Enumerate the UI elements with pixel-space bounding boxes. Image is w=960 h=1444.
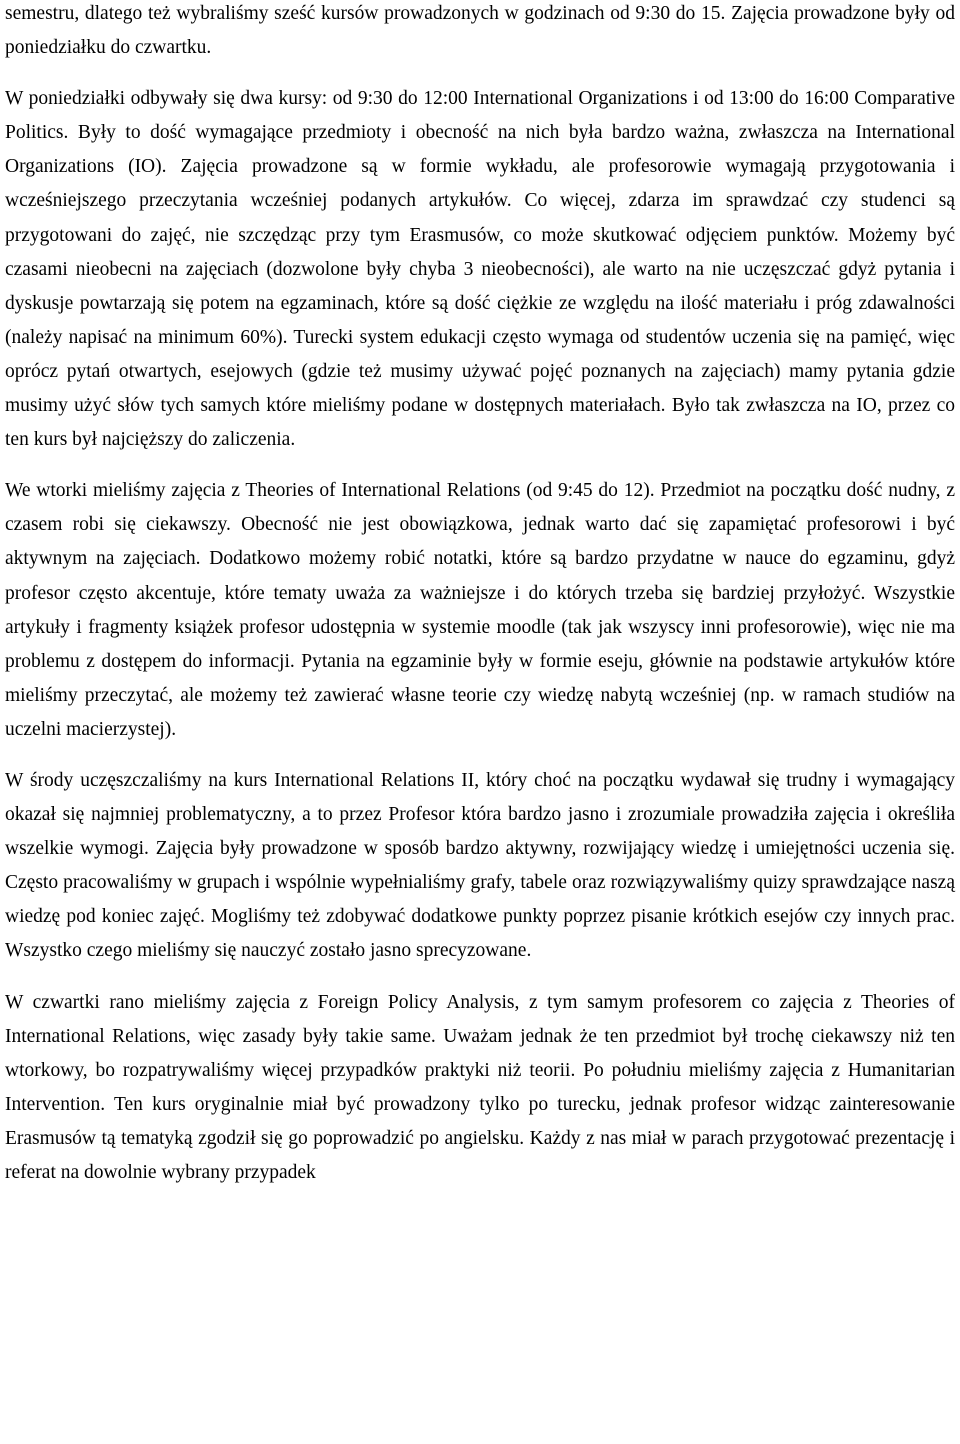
paragraph-mondays: W poniedziałki odbywały się dwa kursy: od 9:30 do 12:00 International Organizations i od 13:00 do 16:00 Comparative Politics. Były to dość wymagające przedmioty i obecność na nich była bardzo ważna, zwłaszcza na International Organizations (IO). Zajęcia prowadzone są w formie wykładu, ale profesorowie wymagają przygotowania i wcześniejszego przeczytania wcześniej podanych artykułów. Co więcej, zdarza im sprawdzać czy studenci są przygotowani do zajęć, nie szczędząc przy tym Erasmusów, co może skutkować odjęciem punktów. Możemy być czasami nieobecni na zajęciach (dozwolone były chyba 3 nieobecności), ale warto na nie uczęszczać gdyż pytania i dyskusje powtarzają się potem na egzaminach, które są dość ciężkie ze względu na ilość materiału i próg zdawalności (należy napisać na minimum 60%). Turecki system edukacji często wymaga od studentów uczenia się na pamięć, więc oprócz pytań otwartych, esejowych (gdzie też musimy używać pojęć poznanych na zajęciach) mamy pytania gdzie musimy użyć słów tych samych które mieliśmy podane w dostępnych materiałach. Było tak zwłaszcza na IO, przez co ten kurs był najcięższy do zaliczenia. (5, 88, 955, 451)
paragraph-wednesdays: W środy uczęszczaliśmy na kurs International Relations II, który choć na początku wydawał się trudny i wymagający okazał się najmniej problematyczny, a to przez Profesor która bardzo jasno i zrozumiale prowadziła zajęcia i określiła wszelkie wymogi. Zajęcia były prowadzone w sposób bardzo aktywny, rozwijający wiedzę i umiejętności uczenia się. Często pracowaliśmy w grupach i wspólnie wypełnialiśmy grafy, tabele oraz rozwiązywaliśmy quizy sprawdzające naszą wiedzę pod koniec zajęć. Mogliśmy też zdobywać dodatkowe punkty poprzez pisanie krótkich esejów czy innych prac. Wszystko czego mieliśmy się nauczyć zostało jasno sprecyzowane. (5, 769, 955, 962)
paragraph-tuesdays: We wtorki mieliśmy zajęcia z Theories of International Relations (od 9:45 do 12). Przedmiot na początku dość nudny, z czasem robi się ciekawszy. Obecność nie jest obowiązkowa, jednak warto dać się zapamiętać profesorowi i być aktywnym na zajęciach. Dodatkowo możemy robić notatki, które są bardzo przydatne w nauce do egzaminu, gdyż profesor często akcentuje, które tematy uważa za ważniejsze i do których trzeba się bardziej przyłożyć. Wszystkie artykuły i fragmenty książek profesor udostępnia w systemie moodle (tak jak wszyscy inni profesorowie), więc nie ma problemu z dostępem do informacji. Pytania na egzaminie były w formie eseju, głównie na podstawie artykułów które mieliśmy przeczytać, ale możemy też zawierać własne teorie czy wiedzę nabytą wcześniej (np. w ramach studiów na uczelni macierzystej). (5, 480, 955, 740)
document-page (5, 0, 955, 1190)
paragraph-intro: semestru, dlatego też wybraliśmy sześć kursów prowadzonych w godzinach od 9:30 do 15. Zajęcia prowadzone były od poniedziałku do czwartku. (5, 3, 955, 59)
paragraph-thursdays: W czwartki rano mieliśmy zajęcia z Foreign Policy Analysis, z tym samym profesorem co zajęcia z Theories of International Relations, więc zasady były takie same. Uważam jednak że ten przedmiot był trochę ciekawszy niż ten wtorkowy, bo rozpatrywaliśmy więcej przypadków praktyki niż teorii. Po południu mieliśmy zajęcia z Humanitarian Intervention. Ten kurs oryginalnie miał być prowadzony tylko po turecku, jednak profesor widząc zainteresowanie Erasmusów tą tematyką zgodził się go poprowadzić po angielsku. Każdy z nas miał w parach przygotować prezentację i referat na dowolnie wybrany przypadek (5, 991, 955, 1183)
